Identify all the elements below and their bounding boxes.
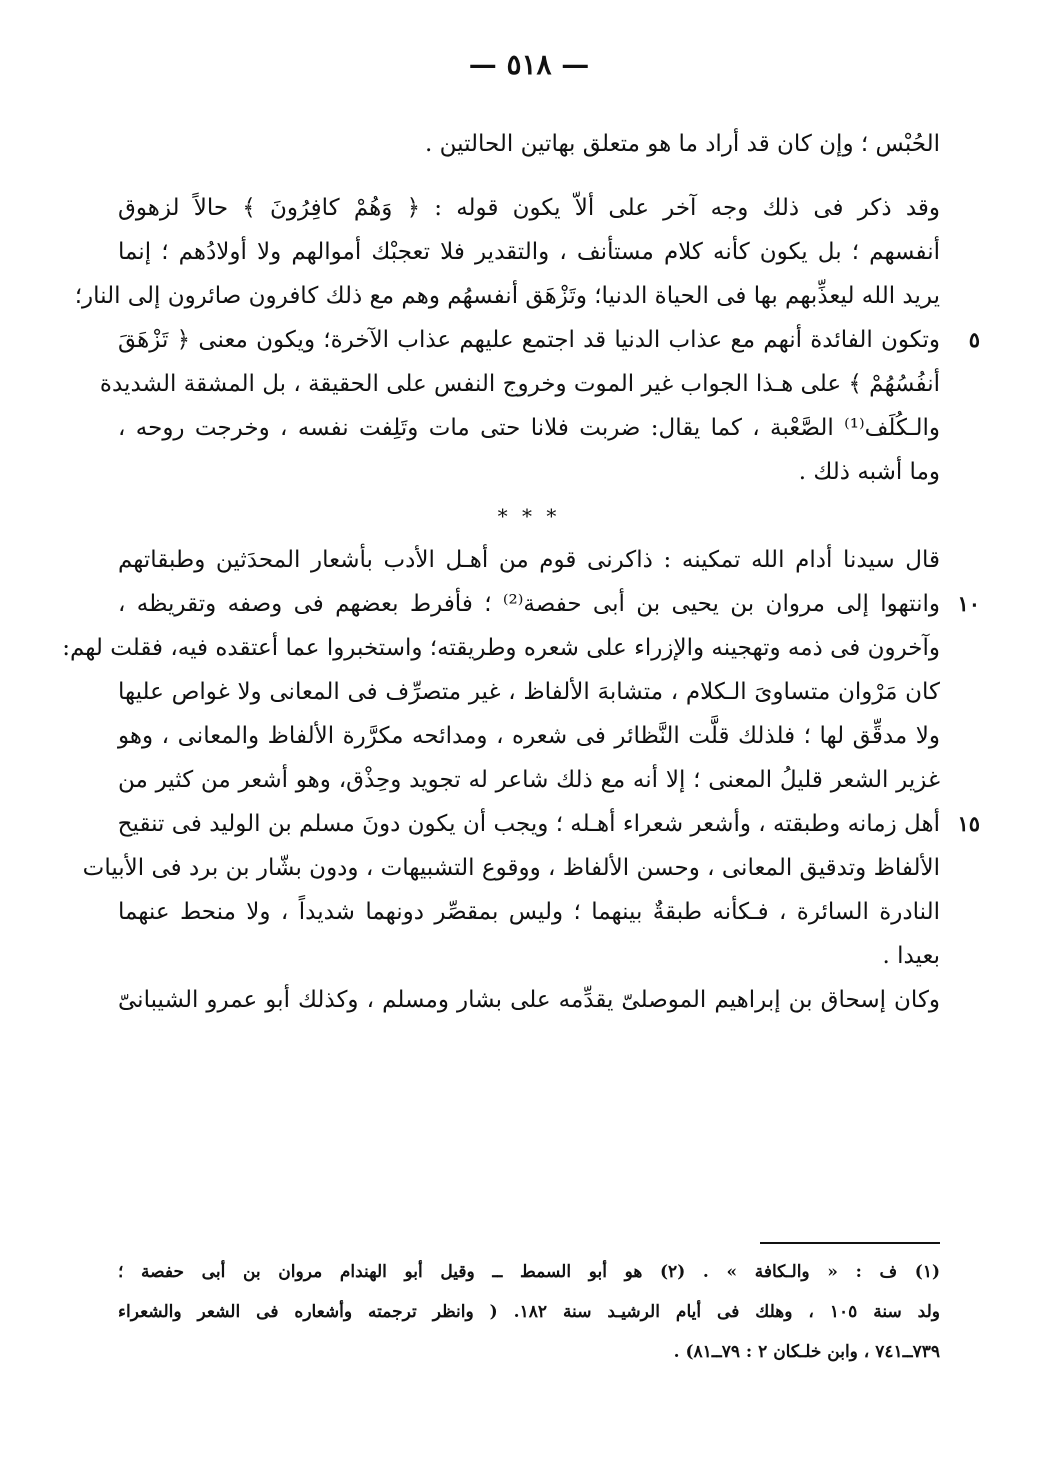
paragraph-line: ولا مدقِّق لها ؛ فلذلك قلَّت النَّظائر فى شعره ، ومدائحه مكرَّرة الألفاظ والمعانى ، وهو [118,723,940,749]
paragraph-line: وآخرون فى ذمه وتهجينه والإزراء على شعره وطريقته؛ واستخبروا عما أعتقده فيه، فقلت لهم: [62,635,940,661]
paragraph-line: والـكُلَف⁽¹⁾ الصَّعْبة ، كما يقال: ضربت فلانا حتى مات وتَلِفت نفسه ، وخرجت روحه ، [118,415,940,441]
line-text: وانتهوا إلى مروان بن يحيى بن أبى حفصة⁽²⁾ ؛ فأفرط بعضهم فى وصفه وتقريظه ، [118,591,940,617]
line-text: أهل زمانه وطبقته ، وأشعر شعراء أهـله ؛ ويجب أن يكون دونَ مسلم بن الوليد فى تنقيح [117,811,940,837]
line-number: ٥ [968,327,980,352]
footnotes [118,1252,940,1372]
paragraph-line [117,802,980,846]
paragraph-line: وما أشبه ذلك . [798,459,940,485]
paragraph-line: وكان إسحاق بن إبراهيم الموصلىّ يقدِّمه على بشار ومسلم ، وكذلك أبو عمرو الشيبانىّ [118,987,940,1013]
paragraph-line: كان مَرْوان متساوىَ الـكلام ، متشابهَ الألفاظ ، غير متصرِّف فى المعانى ولا غواص عليها [118,679,940,705]
line-number: ١٠ [957,591,980,616]
section-separator: * * * [497,504,561,528]
page-number: — ٥١٨ — [468,48,590,81]
paragraph-line: النادرة السائرة ، فـكأنه طبقةٌ بينهما ؛ وليس بمقصِّر دونهما شديداً ، ولا منحط عنهما [118,899,940,925]
paragraph-line [118,582,980,626]
paragraph-line: غزير الشعر قليلُ المعنى ؛ إلا أنه مع ذلك شاعر له تجويد وحِذْق، وهو أشعر من كثير من [118,767,940,793]
paragraph-line: يريد الله ليعذِّبهم بها فى الحياة الدنيا؛ وتَزْهَق أنفسهُم وهم مع ذلك كافرون صائرون إلى النار؛ [74,283,940,309]
paragraph-line: أنفُسُهُمْ ﴾ على هـذا الجواب غير الموت وخروج النفس على الحقيقة ، بل المشقة الشديدة [99,371,940,397]
footnote-line: ٧٣٩ــ٧٤١ ، وابن خلـكان ٢ : ٧٩ــ٨١) . [673,1342,940,1362]
paragraph-line: الألفاظ وتدقيق المعانى ، وحسن الألفاظ ، ووقوع التشبيهات ، ودون بشّار بن برد فى الأبيات [82,855,940,881]
paragraph-line: وقد ذكر فى ذلك وجه آخر على ألاّ يكون قوله : ﴿ وَهُمْ كافِرُونَ ﴾ حالاً لزهوق [118,195,940,221]
footnote-line: ولد سنة ١٠٥ ، وهلك فى أيام الرشيـد سنة ١٨٢. ( وانظر ترجمته وأشعاره فى الشعر والشعراء [118,1302,940,1322]
line-text: وتكون الفائدة أنهم مع عذاب الدنيا قد اجتمع عليهم عذاب الآخرة؛ ويكون معنى ﴿ تَزْهَقَ [118,327,940,353]
paragraph-line [118,318,980,362]
paragraph-line: بعيدا . [882,943,940,969]
line-number: ١٥ [957,811,980,836]
paragraph-line: أنفسهم ؛ بل يكون كأنه كلام مستأنف ، والتقدير فلا تعجبْك أموالهم ولا أولادُهم ؛ إنما [118,239,940,265]
paragraph-line: قال سيدنا أدام الله تمكينه : ذاكرنى قوم من أهـل الأدب بأشعار المحدَثين وطبقاتهم [118,547,940,573]
footnote-separator [760,1242,940,1244]
footnote-line: (١) ف : « والـكافة » . (٢) هو أبو السمط ــ وقيل أبو الهندام مروان بن أبى حفصة ؛ [118,1262,940,1282]
paragraph-line: الحُبْس ؛ وإن كان قد أراد ما هو متعلق بهاتين الحالتين . [425,131,940,157]
main-text [62,122,980,1022]
